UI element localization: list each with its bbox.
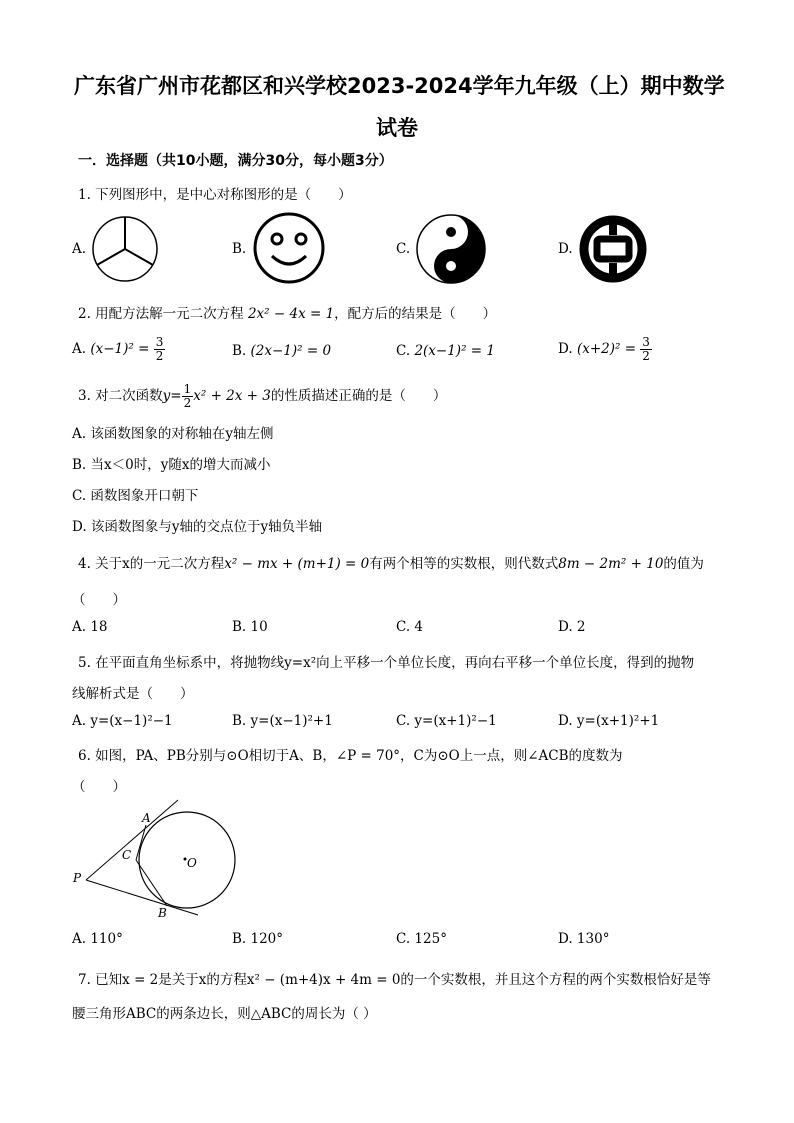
q4-option-d: D. 2 [558, 619, 586, 635]
section-heading: 一．选择题（共10小题，满分30分，每小题3分） [78, 153, 393, 169]
q6-option-b: B. 120° [232, 931, 284, 947]
point-b-label: B [158, 906, 167, 920]
q5-option-d: D. y=(x+1)²+1 [558, 713, 660, 729]
q5-option-a: A. y=(x−1)²−1 [72, 713, 173, 729]
q2-option-a: A. (x−1)² = $\frac{3}{2}$ [72, 335, 164, 363]
question-4-paren: （ ） [72, 592, 126, 608]
q6-option-a: A. 110° [72, 931, 123, 947]
q3-option-a: A. 该函数图象的对称轴在y轴左侧 [72, 426, 274, 442]
q2-option-c: C. 2(x−1)² = 1 [396, 343, 495, 359]
bank-of-china-logo-icon [577, 213, 649, 285]
smiley-face-icon [252, 212, 326, 284]
point-a-label: A [142, 811, 151, 825]
q1-option-c-label: C. [396, 241, 411, 257]
question-7-stem: 7. 已知x = 2是关于x的方程x² − (m+4)x + 4m = 0的一个实数根，并且这个方程的两个实数根恰好是等 [78, 972, 711, 988]
question-6-paren: （ ） [72, 779, 126, 795]
q6-option-d: D. 130° [558, 931, 610, 947]
tangent-circle-diagram [66, 796, 246, 922]
question-3-stem: 3. 对二次函数y= $\frac{1}{2}$ x² + 2x + 3的性质描述正确的是（ ） [78, 382, 447, 410]
q4-option-b: B. 10 [232, 619, 268, 635]
q3-option-c: C. 函数图象开口朝下 [72, 488, 199, 504]
question-5-stem: 5. 在平面直角坐标系中，将抛物线y=x²向上平移一个单位长度，再向右平移一个单位长度，得到的抛物 [78, 655, 695, 671]
page-title-line1: 广东省广州市花都区和兴学校2023-2024学年九年级（上）期中数学 [74, 74, 725, 98]
q3-option-d: D. 该函数图象与y轴的交点位于y轴负半轴 [72, 519, 323, 535]
q4-option-a: A. 18 [72, 619, 108, 635]
mercedes-star-icon [90, 214, 162, 284]
yin-yang-icon [415, 213, 487, 285]
q5-option-b: B. y=(x−1)²+1 [232, 713, 333, 729]
question-4-stem: 4. 关于x的一元二次方程x² − mx + (m+1) = 0有两个相等的实数根，则代数式8m − 2m² + 10的值为 [78, 556, 704, 572]
question-2-stem: 2. 用配方法解一元二次方程 2x² − 4x = 1，配方后的结果是（ ） [78, 306, 497, 322]
page-title-line2: 试卷 [376, 116, 418, 140]
q5-option-c: C. y=(x+1)²−1 [396, 713, 497, 729]
point-p-label: P [73, 871, 82, 885]
question-1-stem: 1. 下列图形中，是中心对称图形的是（ ） [78, 187, 352, 203]
question-6-stem: 6. 如图，PA、PB分别与⊙O相切于A、B，∠P = 70°，C为⊙O上一点，则∠ACB的度数为 [78, 748, 623, 764]
point-c-label: C [122, 848, 132, 862]
q4-option-c: C. 4 [396, 619, 424, 635]
q6-option-c: C. 125° [396, 931, 447, 947]
q2-option-d: D. (x+2)² = $\frac{3}{2}$ [558, 335, 650, 363]
q1-option-a-label: A. [72, 241, 87, 257]
q3-option-b: B. 当x＜0时，y随x的增大而减小 [72, 457, 271, 473]
question-5-stem-line2: 线解析式是（ ） [72, 686, 194, 702]
q2-option-b: B. (2x−1)² = 0 [232, 343, 332, 359]
q1-option-d-label: D. [558, 241, 573, 257]
question-7-stem-line2: 腰三角形ABC的两条边长，则△ABC的周长为（ ） [72, 1006, 377, 1022]
q1-option-b-label: B. [232, 241, 247, 257]
point-o-label: O [187, 856, 197, 870]
